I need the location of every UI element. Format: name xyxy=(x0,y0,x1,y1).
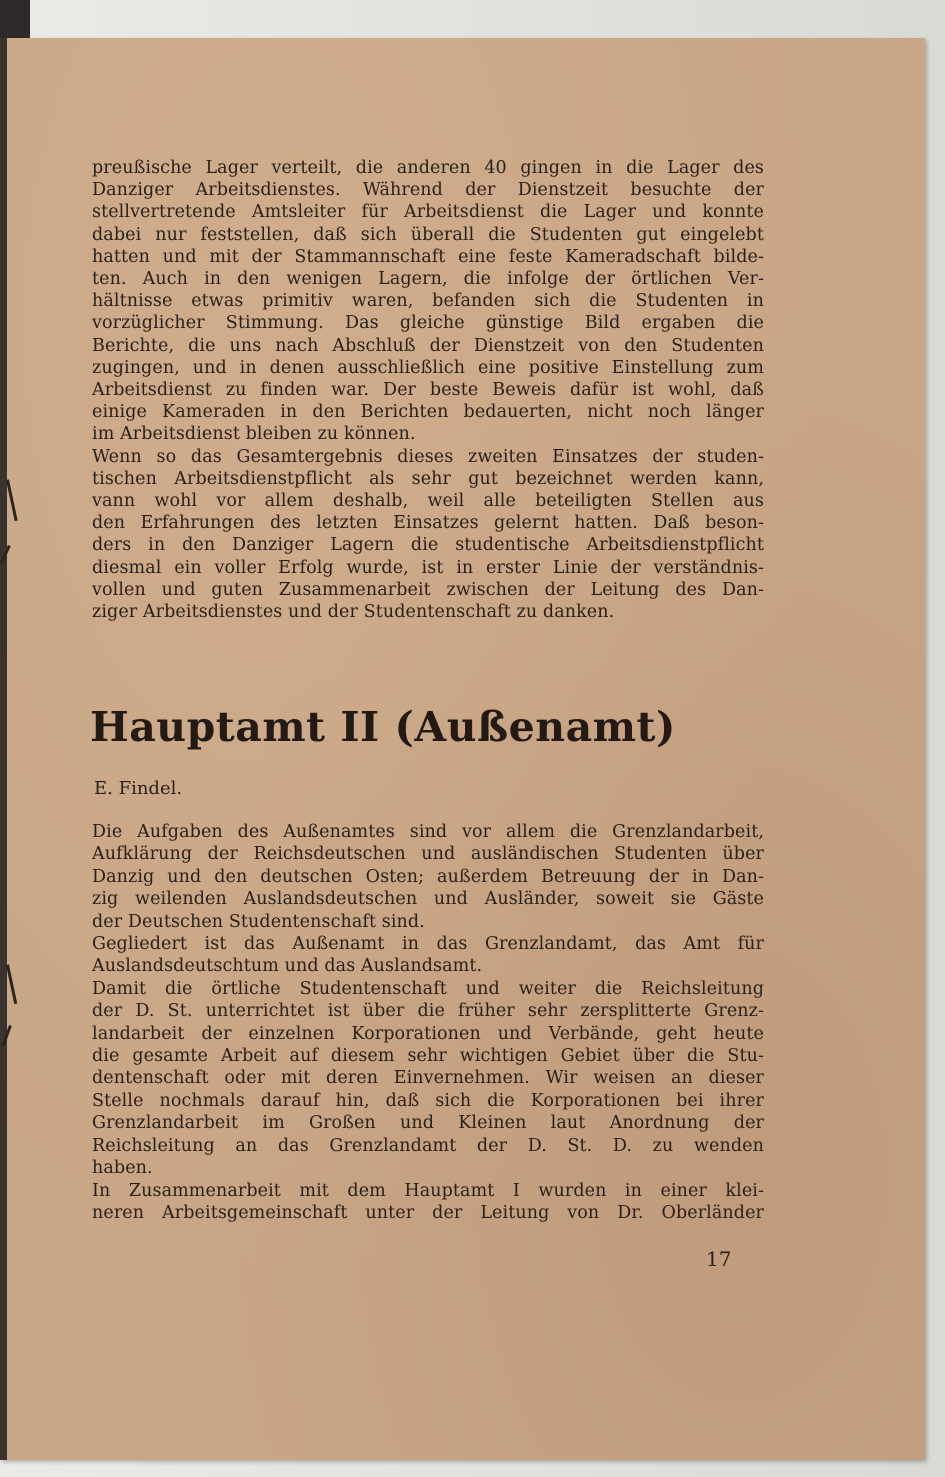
text-line: dabei nur feststellen, daß sich überall die Studenten gut eingelebt xyxy=(92,224,764,245)
text-line: zugingen, und in denen ausschließlich eine positive Einstellung zum xyxy=(92,357,764,378)
text-line: dentenschaft oder mit deren Einvernehmen. Wir weisen an dieser xyxy=(92,1068,764,1089)
text-line: Grenzlandarbeit im Großen und Kleinen laut Anordnung der xyxy=(92,1113,764,1134)
text-line: der D. St. unterrichtet ist über die früher sehr zersplitterte Grenz- xyxy=(92,1001,764,1022)
text-line: den Erfahrungen des letzten Einsatzes gelernt hatten. Daß beson- xyxy=(92,513,764,534)
text-line: ders in den Danziger Lagern die studentische Arbeitsdienstpflicht xyxy=(92,535,764,556)
text-line: landarbeit der einzelnen Korporationen und Verbände, geht heute xyxy=(92,1023,764,1044)
section-heading: Hauptamt II (Außenamt) xyxy=(90,703,676,751)
text-line: hältnisse etwas primitiv waren, befanden sich die Studenten in xyxy=(92,291,764,312)
text-line: der Deutschen Studentenschaft sind. xyxy=(92,911,425,932)
text-line: tischen Arbeitsdienstpflicht als sehr gut bezeichnet werden kann, xyxy=(92,468,764,489)
text-line: Danziger Arbeitsdienstes. Während der Dienstzeit besuchte der xyxy=(92,180,764,201)
text-line: Stelle nochmals darauf hin, daß sich die Korporationen bei ihrer xyxy=(92,1090,764,1111)
text-line: Arbeitsdienst zu finden war. Der beste Beweis dafür ist wohl, daß xyxy=(92,380,764,401)
text-line: Damit die örtliche Studentenschaft und weiter die Reichsleitung xyxy=(92,978,764,999)
text-line: diesmal ein voller Erfolg wurde, ist in erster Linie der verständnis- xyxy=(92,557,764,578)
section-author: E. Findel. xyxy=(94,778,183,799)
text-line: die gesamte Arbeit auf diesem sehr wichtigen Gebiet über die Stu- xyxy=(92,1046,764,1067)
text-line: stellvertretende Amtsleiter für Arbeitsdienst die Lager und konnte xyxy=(92,202,764,223)
text-line: Berichte, die uns nach Abschluß der Dienstzeit von den Studenten xyxy=(92,335,764,356)
text-line: vollen und guten Zusammenarbeit zwischen der Leitung des Dan- xyxy=(92,579,764,600)
text-line: zig weilenden Auslandsdeutschen und Ausländer, soweit sie Gäste xyxy=(92,889,764,910)
text-line: hatten und mit der Stammannschaft eine feste Kameradschaft bilde- xyxy=(92,246,764,267)
text-line: Reichsleitung an das Grenzlandamt der D. St. D. zu wenden xyxy=(92,1135,764,1156)
text-line: vann wohl vor allem deshalb, weil alle beteiligten Stellen aus xyxy=(92,491,764,512)
text-line: ten. Auch in den wenigen Lagern, die infolge der örtlichen Ver- xyxy=(92,269,764,290)
text-block-bottom xyxy=(92,821,764,1224)
text-line: Gegliedert ist das Außenamt in das Grenzlandamt, das Amt für xyxy=(92,934,764,955)
binding-strip xyxy=(0,0,30,40)
text-line: neren Arbeitsgemeinschaft unter der Leitung von Dr. Oberländer xyxy=(92,1202,764,1223)
text-line: im Arbeitsdienst bleiben zu können. xyxy=(92,424,416,445)
text-line: Aufklärung der Reichsdeutschen und ausländischen Studenten über xyxy=(92,844,764,865)
page-number: 17 xyxy=(706,1247,732,1271)
text-line: Die Aufgaben des Außenamtes sind vor allem die Grenzlandarbeit, xyxy=(92,822,764,842)
text-line: Danzig und den deutschen Osten; außerdem Betreuung der in Dan- xyxy=(92,866,764,887)
page-spine-edge xyxy=(0,38,7,1460)
text-line: ziger Arbeitsdienstes und der Studentenschaft zu danken. xyxy=(92,602,615,623)
text-line: Wenn so das Gesamtergebnis dieses zweiten Einsatzes der studen- xyxy=(92,446,764,467)
text-line: Auslandsdeutschtum und das Auslandsamt. xyxy=(92,956,483,977)
text-block-top xyxy=(92,157,764,623)
text-line: einige Kameraden in den Berichten bedauerten, nicht noch länger xyxy=(92,402,764,423)
text-line: In Zusammenarbeit mit dem Hauptamt I wurden in einer klei- xyxy=(92,1180,764,1201)
text-line: haben. xyxy=(92,1158,153,1179)
text-line: vorzüglicher Stimmung. Das gleiche günstige Bild ergaben die xyxy=(92,313,764,334)
text-line: preußische Lager verteilt, die anderen 40 gingen in die Lager des xyxy=(92,158,764,178)
